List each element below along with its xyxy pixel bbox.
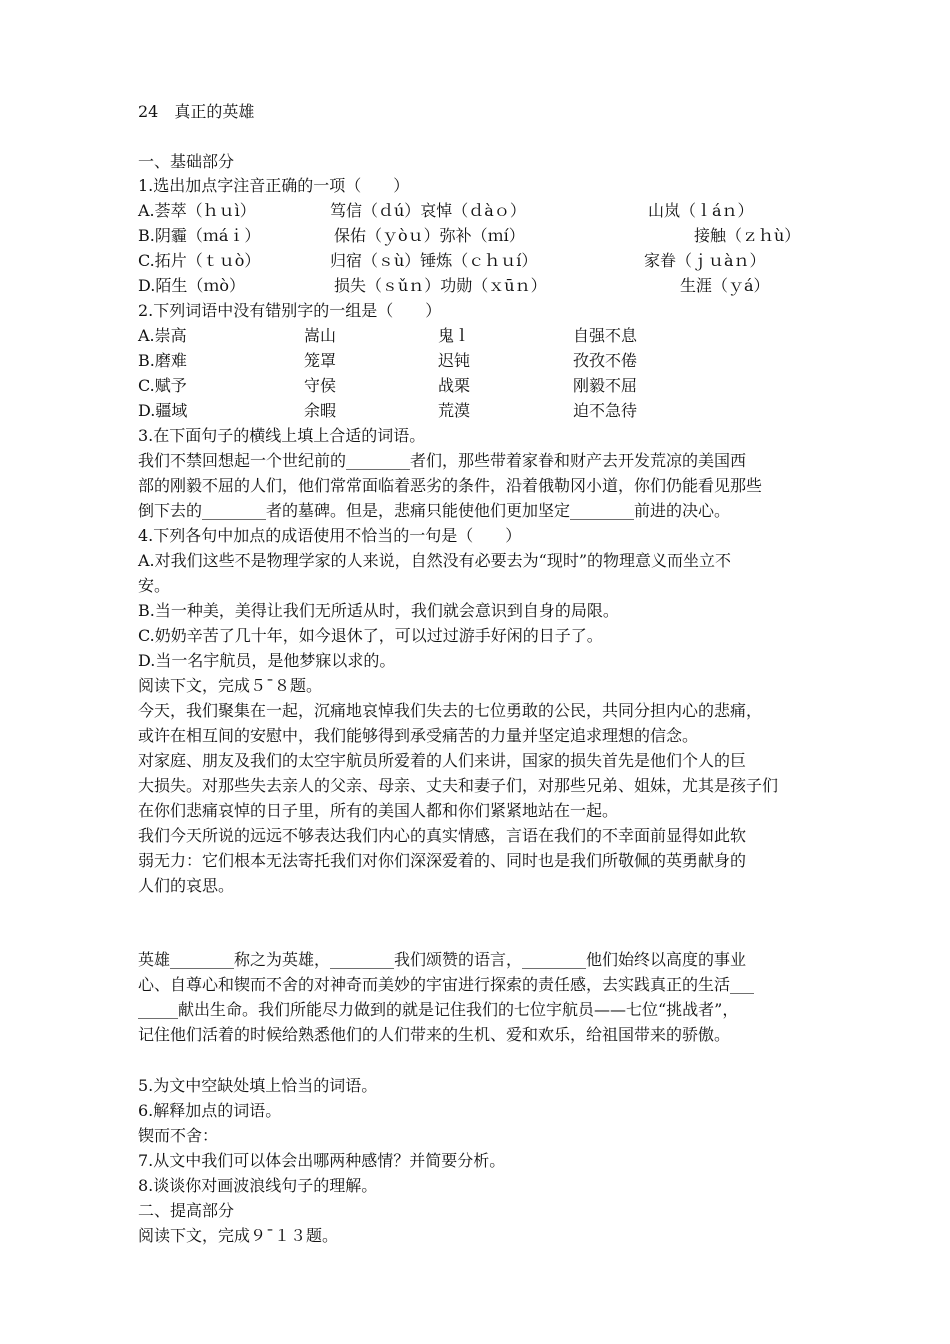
option-c-part-1: C.拓片（ｔｕò） [138,251,261,270]
option-b-word-3: 迟钝 [438,351,471,370]
option-a-part-3: 山岚（ｌáｎ） [648,201,754,220]
question-2-option-b [138,349,858,373]
option-b-part-1: B.阴霾（ｍáｉ） [138,226,261,245]
question-3-line-3: 倒下去的________者的墓碑。但是，悲痛只能使他们更加坚定________前进的决心。 [138,501,731,520]
option-d-word-2: 余暇 [304,401,337,420]
option-a-part-1: A.荟萃（ｈｕì） [138,201,256,220]
option-c-word-2: 守侯 [304,376,337,395]
question-2-stem: 2.下列词语中没有错别字的一组是（ ） [138,301,442,320]
question-1-option-b [138,224,858,248]
option-b-part-2: 保佑（ｙòｕ）弥补（ｍí） [334,226,525,245]
question-1-option-a [138,199,858,223]
option-d-part-1: D.陌生（ｍò） [138,276,245,295]
option-c-word-3: 战栗 [438,376,471,395]
option-d-word-1: D.疆域 [138,401,188,420]
option-b-part-3: 接触（ｚｈù） [694,226,801,245]
passage2-line-1: 英雄________称之为英雄，________我们颂赞的语言，________他们始终以高度的事业 [138,950,747,969]
question-1-option-c [138,249,858,273]
option-a-word-2: 嵩山 [304,326,337,345]
question-5: 5.为文中空缺处填上恰当的词语。 [138,1076,378,1095]
passage-line-2: 或许在相互间的安慰中，我们能够得到承受痛苦的力量并坚定追求理想的信念。 [138,726,699,745]
document-title: 24 真正的英雄 [138,102,255,121]
passage2-line-2: 心、自尊心和锲而不舍的对神奇而美妙的宇宙进行探索的责任感，去实践真正的生活___ [138,975,755,994]
passage-line-7: 弱无力：它们根本无法寄托我们对你们深深爱着的、同时也是我们所敬佩的英勇献身的 [138,851,747,870]
option-a-word-1: A.崇高 [138,326,187,345]
option-d-part-3: 生涯（ｙá） [680,276,770,295]
passage2-line-4: 记住他们活着的时候给熟悉他们的人们带来的生机、爱和欢乐，给祖国带来的骄傲。 [138,1025,731,1044]
option-d-part-2: 损失（ｓǔｎ）功勋（ｘūｎ） [334,276,547,295]
section-heading-basic: 一、基础部分 [138,152,235,171]
passage-line-1: 今天，我们聚集在一起，沉痛地哀悼我们失去的七位勇敢的公民，共同分担内心的悲痛， [138,701,763,720]
question-3-line-1: 我们不禁回想起一个世纪前的________者们，那些带着家眷和财产去开发荒凉的美国西 [138,451,747,470]
option-b-word-4: 孜孜不倦 [573,351,638,370]
question-2-option-c [138,374,858,398]
question-4-stem: 4.下列各句中加点的成语使用不恰当的一句是（ ） [138,526,522,545]
question-3-line-2: 部的刚毅不屈的人们，他们常常面临着恶劣的条件，沿着俄勒冈小道，你们仍能看见那些 [138,476,763,495]
passage-line-8: 人们的哀思。 [138,876,235,895]
passage-line-4: 大损失。对那些失去亲人的父亲、母亲、丈夫和妻子们，对那些兄弟、姐妹，尤其是孩子们 [138,776,779,795]
question-6: 6.解释加点的词语。 [138,1101,282,1120]
passage-line-6: 我们今天所说的远远不够表达我们内心的真实情感，言语在我们的不幸面前显得如此软 [138,826,747,845]
passage-line-5: 在你们悲痛哀悼的日子里，所有的美国人都和你们紧紧地站在一起。 [138,801,619,820]
option-c-word-1: C.赋予 [138,376,187,395]
option-c-part-2: 归宿（ｓù）锤炼（ｃｈｕí） [330,251,538,270]
question-2-option-a [138,324,858,348]
option-d-word-3: 荒漠 [438,401,471,420]
option-a-word-4: 自强不息 [573,326,638,345]
question-3-stem: 3.在下面句子的横线上填上合适的词语。 [138,426,426,445]
section-heading-advanced: 二、提高部分 [138,1201,235,1220]
option-b-word-1: B.磨难 [138,351,187,370]
option-d-word-4: 迫不急待 [573,401,638,420]
question-8: 8.谈谈你对画波浪线句子的理解。 [138,1176,378,1195]
passage2-line-3: _____献出生命。我们所能尽力做到的就是记住我们的七位宇航员——七位“挑战者”， [138,1000,739,1019]
question-1-stem: 1.选出加点字注音正确的一项（ ） [138,176,410,195]
reading-intro: 阅读下文，完成５¯８题。 [138,676,323,695]
question-4-line-2: 安。 [138,576,171,595]
option-c-part-3: 家眷（ｊｕàｎ） [644,251,766,270]
option-b-word-2: 笼罩 [304,351,337,370]
question-4-line-1: A.对我们这些不是物理学家的人来说，自然没有必要去为“现时”的物理意义而坐立不 [138,551,732,570]
option-a-part-2: 笃信（ｄú）哀悼（ｄàｏ） [330,201,526,220]
passage-line-3: 对家庭、朋友及我们的太空宇航员所爱着的人们来讲，国家的损失首先是他们个人的巨 [138,751,747,770]
question-4-line-5: D.当一名宇航员，是他梦寐以求的。 [138,651,396,670]
question-2-option-d [138,399,858,423]
section-2-reading-intro: 阅读下文，完成９¯１３题。 [138,1226,339,1245]
option-c-word-4: 刚毅不屈 [573,376,638,395]
question-1-option-d [138,274,858,298]
question-7: 7.从文中我们可以体会出哪两种感情？并简要分析。 [138,1151,506,1170]
option-a-word-3: 鬼ｌ [438,326,471,345]
question-6-term: 锲而不舍： [138,1126,219,1145]
question-4-line-4: C.奶奶辛苦了几十年，如今退休了，可以过过游手好闲的日子了。 [138,626,603,645]
question-4-line-3: B.当一种美，美得让我们无所适从时，我们就会意识到自身的局限。 [138,601,619,620]
